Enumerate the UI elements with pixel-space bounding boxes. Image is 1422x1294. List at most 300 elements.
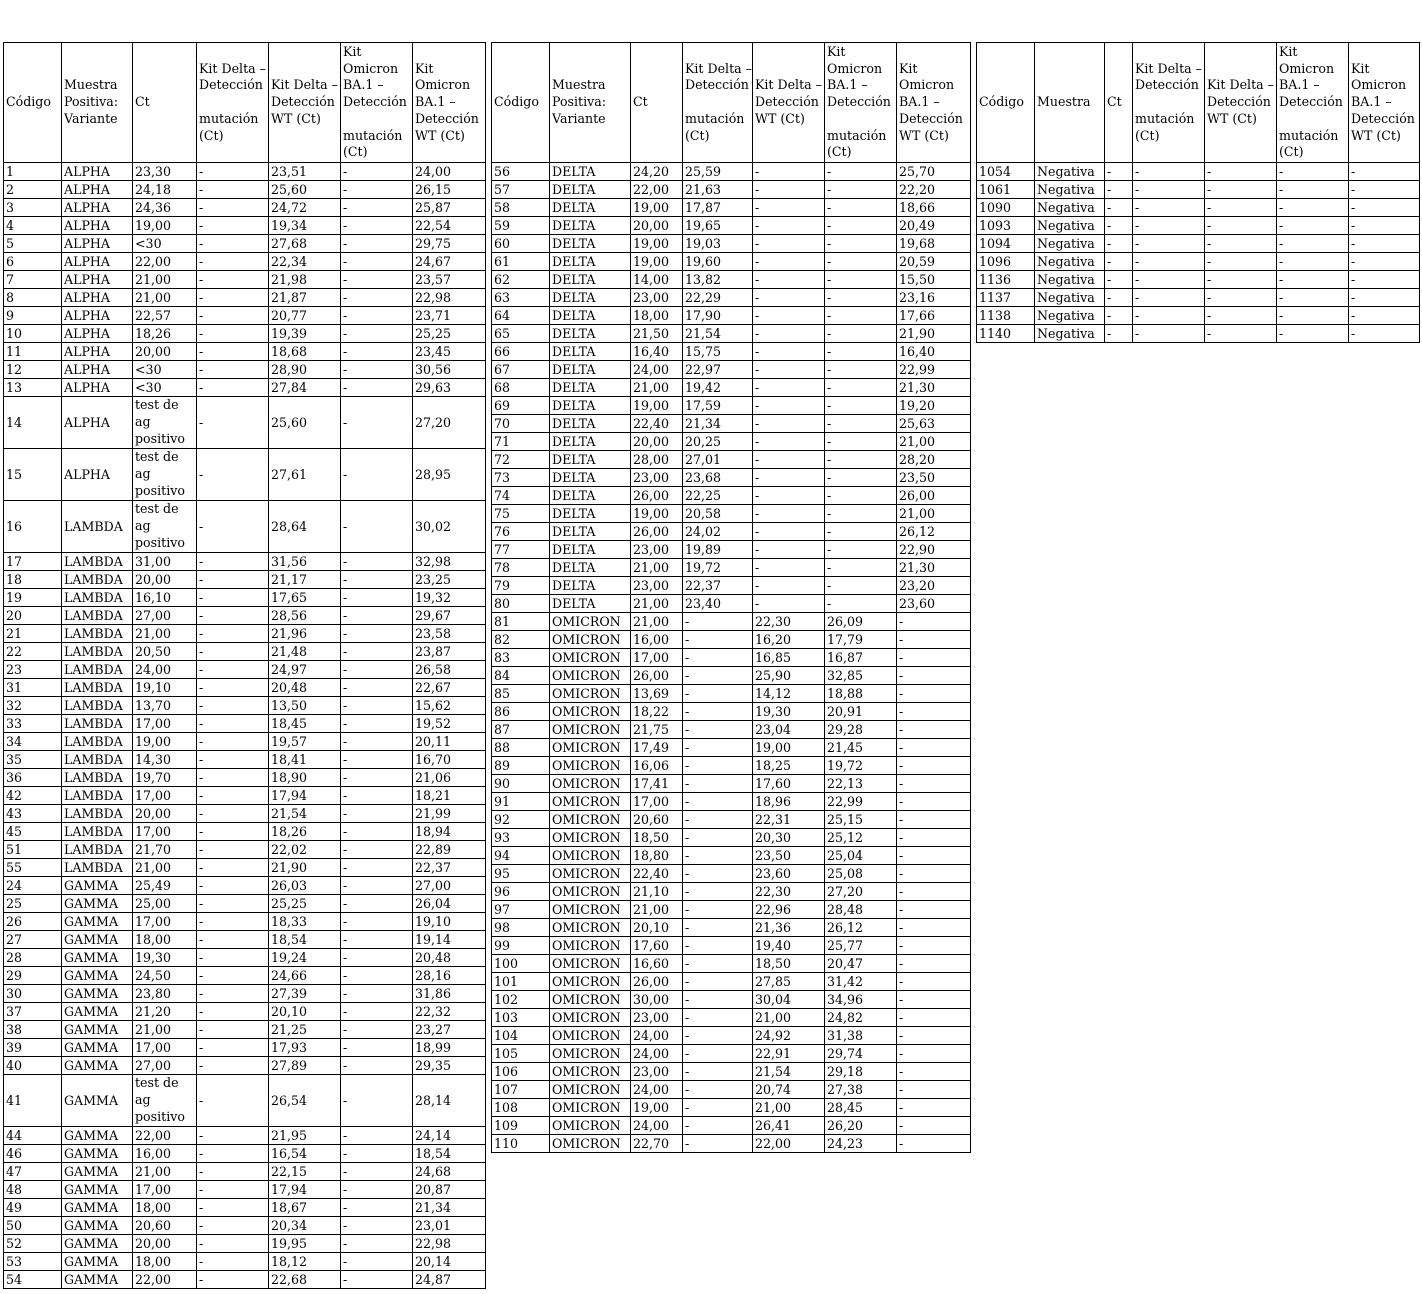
cell-muestra: LAMBDA xyxy=(62,661,133,679)
cell-ct: 18,00 xyxy=(631,307,683,325)
cell-codigo: 44 xyxy=(4,1127,62,1145)
cell-ct: 24,00 xyxy=(631,1081,683,1099)
cell-kit-omicron-mutacion: - xyxy=(341,199,413,217)
cell-muestra: DELTA xyxy=(550,307,631,325)
table-row xyxy=(4,625,486,643)
cell-kit-omicron-mutacion: - xyxy=(825,559,897,577)
cell-kit-omicron-mutacion: - xyxy=(341,501,413,553)
cell-kit-delta-mutacion: 19,60 xyxy=(683,253,753,271)
cell-ct: 23,80 xyxy=(133,985,197,1003)
cell-muestra: DELTA xyxy=(550,271,631,289)
cell-ct: 21,00 xyxy=(133,1163,197,1181)
cell-kit-omicron-mutacion: - xyxy=(341,895,413,913)
cell-kit-delta-wt: - xyxy=(753,271,825,289)
table-row xyxy=(4,787,486,805)
cell-ct: 27,00 xyxy=(133,607,197,625)
cell-kit-delta-wt: - xyxy=(753,397,825,415)
cell-muestra: ALPHA xyxy=(62,235,133,253)
cell-kit-delta-wt: 26,54 xyxy=(269,1075,341,1127)
cell-codigo: 8 xyxy=(4,289,62,307)
cell-codigo: 9 xyxy=(4,307,62,325)
cell-ct: 19,00 xyxy=(133,733,197,751)
cell-ct: 22,40 xyxy=(631,415,683,433)
cell-muestra: DELTA xyxy=(550,469,631,487)
cell-kit-delta-mutacion: - xyxy=(1133,181,1205,199)
table-row xyxy=(4,1075,486,1127)
cell-kit-delta-mutacion: - xyxy=(197,361,269,379)
cell-kit-delta-mutacion: - xyxy=(197,1057,269,1075)
cell-kit-delta-mutacion: - xyxy=(683,991,753,1009)
cell-muestra: DELTA xyxy=(550,217,631,235)
header-kit-omicron-wt: Kit Omicron BA.1 – Detección WT (Ct) xyxy=(1349,43,1420,163)
cell-kit-omicron-wt: 29,67 xyxy=(413,607,486,625)
cell-kit-delta-wt: 23,51 xyxy=(269,163,341,181)
cell-kit-omicron-mutacion: - xyxy=(341,769,413,787)
cell-kit-omicron-mutacion: - xyxy=(341,805,413,823)
header-kit-omicron-mutacion: Kit Omicron BA.1 – Detección mutación (Ct) xyxy=(341,43,413,163)
cell-kit-omicron-mutacion: - xyxy=(341,841,413,859)
cell-ct: 19,00 xyxy=(631,397,683,415)
cell-muestra: OMICRON xyxy=(550,1045,631,1063)
cell-ct: 30,00 xyxy=(631,991,683,1009)
table-row xyxy=(492,307,971,325)
cell-kit-delta-wt: 17,60 xyxy=(753,775,825,793)
cell-ct: 17,49 xyxy=(631,739,683,757)
cell-ct: 16,00 xyxy=(631,631,683,649)
cell-kit-delta-mutacion: - xyxy=(683,1135,753,1153)
table-row xyxy=(492,1135,971,1153)
cell-kit-omicron-mutacion: - xyxy=(341,1181,413,1199)
cell-kit-delta-mutacion: 19,65 xyxy=(683,217,753,235)
cell-muestra: LAMBDA xyxy=(62,733,133,751)
cell-kit-delta-mutacion: - xyxy=(197,967,269,985)
cell-ct: test de ag positivo xyxy=(133,501,197,553)
cell-muestra: OMICRON xyxy=(550,649,631,667)
cell-kit-delta-wt: - xyxy=(753,559,825,577)
table-row xyxy=(977,181,1420,199)
cell-ct: 20,60 xyxy=(631,811,683,829)
cell-codigo: 1138 xyxy=(977,307,1035,325)
cell-kit-omicron-wt: - xyxy=(897,847,971,865)
cell-kit-delta-mutacion: - xyxy=(683,883,753,901)
cell-kit-delta-wt: 30,04 xyxy=(753,991,825,1009)
cell-kit-omicron-wt: - xyxy=(1349,325,1420,343)
table-row xyxy=(977,307,1420,325)
cell-ct: - xyxy=(1105,271,1133,289)
cell-kit-delta-mutacion: - xyxy=(197,307,269,325)
cell-codigo: 109 xyxy=(492,1117,550,1135)
cell-kit-omicron-mutacion: - xyxy=(825,595,897,613)
table-row xyxy=(4,289,486,307)
cell-kit-delta-mutacion: - xyxy=(197,877,269,895)
cell-codigo: 98 xyxy=(492,919,550,937)
cell-muestra: ALPHA xyxy=(62,289,133,307)
table-row xyxy=(492,181,971,199)
cell-kit-omicron-wt: - xyxy=(897,955,971,973)
cell-kit-delta-mutacion: - xyxy=(197,1075,269,1127)
cell-ct: test de ag positivo xyxy=(133,397,197,449)
header-row xyxy=(977,43,1420,163)
cell-codigo: 104 xyxy=(492,1027,550,1045)
cell-kit-omicron-wt: 30,56 xyxy=(413,361,486,379)
cell-kit-delta-mutacion: - xyxy=(197,501,269,553)
cell-kit-omicron-mutacion: - xyxy=(341,967,413,985)
cell-ct: 20,00 xyxy=(631,217,683,235)
cell-kit-delta-wt: 21,25 xyxy=(269,1021,341,1039)
cell-kit-omicron-wt: 19,14 xyxy=(413,931,486,949)
cell-kit-delta-mutacion: - xyxy=(197,1021,269,1039)
cell-muestra: OMICRON xyxy=(550,901,631,919)
cell-muestra: Negativa xyxy=(1035,217,1105,235)
cell-kit-omicron-wt: 24,00 xyxy=(413,163,486,181)
table-row xyxy=(492,1117,971,1135)
table-row xyxy=(4,217,486,235)
cell-ct: 13,70 xyxy=(133,697,197,715)
cell-kit-omicron-mutacion: - xyxy=(341,553,413,571)
cell-ct: 21,00 xyxy=(631,559,683,577)
cell-ct: 20,10 xyxy=(631,919,683,937)
cell-ct: 19,70 xyxy=(133,769,197,787)
cell-ct: 24,00 xyxy=(631,1027,683,1045)
cell-kit-delta-wt: 21,90 xyxy=(269,859,341,877)
cell-kit-delta-wt: 17,94 xyxy=(269,1181,341,1199)
cell-codigo: 103 xyxy=(492,1009,550,1027)
cell-codigo: 105 xyxy=(492,1045,550,1063)
cell-kit-omicron-mutacion: 31,42 xyxy=(825,973,897,991)
cell-kit-delta-mutacion: - xyxy=(197,787,269,805)
cell-codigo: 1054 xyxy=(977,163,1035,181)
cell-muestra: GAMMA xyxy=(62,1271,133,1289)
cell-kit-delta-wt: 20,30 xyxy=(753,829,825,847)
table-row xyxy=(4,379,486,397)
cell-kit-omicron-wt: - xyxy=(1349,217,1420,235)
cell-codigo: 78 xyxy=(492,559,550,577)
cell-muestra: GAMMA xyxy=(62,1003,133,1021)
cell-kit-omicron-wt: 23,27 xyxy=(413,1021,486,1039)
cell-kit-omicron-wt: 26,04 xyxy=(413,895,486,913)
cell-muestra: LAMBDA xyxy=(62,607,133,625)
table-row xyxy=(4,1181,486,1199)
cell-kit-omicron-mutacion: - xyxy=(1277,217,1349,235)
cell-codigo: 1140 xyxy=(977,325,1035,343)
cell-ct: 24,00 xyxy=(631,1045,683,1063)
cell-ct: 19,00 xyxy=(631,199,683,217)
cell-kit-delta-wt: 22,34 xyxy=(269,253,341,271)
table-row xyxy=(4,307,486,325)
cell-kit-omicron-wt: 22,67 xyxy=(413,679,486,697)
cell-ct: 18,80 xyxy=(631,847,683,865)
cell-kit-omicron-wt: 28,95 xyxy=(413,449,486,501)
cell-kit-omicron-wt: 27,20 xyxy=(413,397,486,449)
cell-ct: 18,00 xyxy=(133,931,197,949)
cell-kit-delta-wt: - xyxy=(753,541,825,559)
table-row xyxy=(492,613,971,631)
cell-kit-omicron-wt: - xyxy=(897,613,971,631)
cell-muestra: OMICRON xyxy=(550,1063,631,1081)
cell-kit-omicron-wt: 22,98 xyxy=(413,289,486,307)
cell-kit-omicron-mutacion: - xyxy=(341,661,413,679)
table-row xyxy=(492,631,971,649)
cell-kit-delta-mutacion: 17,87 xyxy=(683,199,753,217)
cell-kit-omicron-mutacion: - xyxy=(341,571,413,589)
cell-kit-omicron-mutacion: 34,96 xyxy=(825,991,897,1009)
cell-ct: - xyxy=(1105,307,1133,325)
cell-kit-omicron-wt: - xyxy=(897,793,971,811)
cell-codigo: 45 xyxy=(4,823,62,841)
cell-codigo: 23 xyxy=(4,661,62,679)
header-codigo: Código xyxy=(492,43,550,163)
header-row xyxy=(4,43,486,163)
cell-kit-delta-wt: 24,92 xyxy=(753,1027,825,1045)
cell-ct: 21,00 xyxy=(631,595,683,613)
cell-kit-omicron-wt: 23,60 xyxy=(897,595,971,613)
cell-kit-delta-mutacion: - xyxy=(197,1003,269,1021)
cell-kit-delta-wt: - xyxy=(1205,289,1277,307)
cell-kit-omicron-wt: 18,99 xyxy=(413,1039,486,1057)
header-row xyxy=(492,43,971,163)
cell-kit-omicron-mutacion: - xyxy=(1277,253,1349,271)
table-row xyxy=(492,649,971,667)
cell-kit-delta-wt: - xyxy=(753,289,825,307)
cell-kit-omicron-wt: 20,59 xyxy=(897,253,971,271)
cell-ct: 22,00 xyxy=(133,1271,197,1289)
cell-kit-delta-wt: 21,00 xyxy=(753,1099,825,1117)
table-row xyxy=(492,703,971,721)
cell-kit-omicron-wt: - xyxy=(897,757,971,775)
cell-kit-delta-wt: 23,50 xyxy=(753,847,825,865)
cell-kit-omicron-mutacion: - xyxy=(825,541,897,559)
table-row xyxy=(492,559,971,577)
cell-muestra: GAMMA xyxy=(62,931,133,949)
cell-kit-delta-wt: 21,17 xyxy=(269,571,341,589)
cell-muestra: DELTA xyxy=(550,523,631,541)
cell-muestra: OMICRON xyxy=(550,703,631,721)
cell-kit-omicron-mutacion: 29,28 xyxy=(825,721,897,739)
results-table-delta-omicron xyxy=(491,42,971,1153)
cell-kit-delta-mutacion: 13,82 xyxy=(683,271,753,289)
cell-muestra: OMICRON xyxy=(550,1027,631,1045)
cell-kit-omicron-mutacion: 24,23 xyxy=(825,1135,897,1153)
cell-muestra: LAMBDA xyxy=(62,769,133,787)
cell-kit-delta-mutacion: - xyxy=(197,661,269,679)
cell-muestra: OMICRON xyxy=(550,829,631,847)
cell-codigo: 81 xyxy=(492,613,550,631)
table-row xyxy=(4,271,486,289)
cell-kit-omicron-wt: - xyxy=(897,1045,971,1063)
cell-kit-delta-mutacion: - xyxy=(197,679,269,697)
cell-kit-delta-wt: 22,30 xyxy=(753,883,825,901)
cell-kit-omicron-mutacion: 21,45 xyxy=(825,739,897,757)
table-row xyxy=(4,643,486,661)
cell-ct: 19,10 xyxy=(133,679,197,697)
cell-ct: 16,40 xyxy=(631,343,683,361)
cell-kit-delta-wt: 21,36 xyxy=(753,919,825,937)
cell-ct: 23,30 xyxy=(133,163,197,181)
cell-kit-delta-mutacion: 19,03 xyxy=(683,235,753,253)
table-row xyxy=(492,1099,971,1117)
cell-kit-omicron-mutacion: - xyxy=(1277,181,1349,199)
cell-kit-omicron-mutacion: - xyxy=(825,163,897,181)
cell-muestra: OMICRON xyxy=(550,739,631,757)
cell-kit-omicron-wt: 23,58 xyxy=(413,625,486,643)
cell-codigo: 58 xyxy=(492,199,550,217)
cell-kit-omicron-wt: 30,02 xyxy=(413,501,486,553)
cell-muestra: ALPHA xyxy=(62,379,133,397)
cell-kit-omicron-wt: 29,75 xyxy=(413,235,486,253)
cell-kit-omicron-mutacion: - xyxy=(341,1217,413,1235)
table-row xyxy=(492,829,971,847)
cell-kit-delta-mutacion: - xyxy=(197,253,269,271)
cell-ct: 21,00 xyxy=(133,271,197,289)
cell-muestra: GAMMA xyxy=(62,1021,133,1039)
cell-kit-omicron-wt: - xyxy=(897,1027,971,1045)
cell-kit-delta-wt: 28,90 xyxy=(269,361,341,379)
cell-codigo: 69 xyxy=(492,397,550,415)
cell-kit-delta-mutacion: - xyxy=(197,823,269,841)
cell-kit-delta-mutacion: - xyxy=(1133,235,1205,253)
cell-kit-omicron-mutacion: 25,04 xyxy=(825,847,897,865)
table-row xyxy=(492,451,971,469)
results-table-alpha-lambda-gamma xyxy=(3,42,486,1289)
cell-kit-delta-mutacion: - xyxy=(1133,325,1205,343)
cell-ct: 21,00 xyxy=(133,289,197,307)
cell-codigo: 73 xyxy=(492,469,550,487)
cell-kit-omicron-mutacion: - xyxy=(341,397,413,449)
table-row xyxy=(4,607,486,625)
table-row xyxy=(4,1145,486,1163)
cell-kit-delta-mutacion: - xyxy=(683,793,753,811)
cell-codigo: 106 xyxy=(492,1063,550,1081)
cell-kit-omicron-wt: 18,66 xyxy=(897,199,971,217)
table-row xyxy=(492,487,971,505)
cell-codigo: 42 xyxy=(4,787,62,805)
cell-codigo: 18 xyxy=(4,571,62,589)
table-row xyxy=(4,235,486,253)
table-row xyxy=(4,913,486,931)
cell-ct: 17,00 xyxy=(133,913,197,931)
cell-kit-delta-mutacion: - xyxy=(683,901,753,919)
cell-codigo: 92 xyxy=(492,811,550,829)
table-row xyxy=(977,325,1420,343)
cell-codigo: 28 xyxy=(4,949,62,967)
cell-codigo: 41 xyxy=(4,1075,62,1127)
cell-ct: 20,60 xyxy=(133,1217,197,1235)
cell-kit-delta-wt: - xyxy=(753,523,825,541)
cell-codigo: 20 xyxy=(4,607,62,625)
cell-kit-delta-mutacion: - xyxy=(197,895,269,913)
cell-kit-omicron-wt: - xyxy=(1349,271,1420,289)
cell-kit-delta-mutacion: 21,34 xyxy=(683,415,753,433)
table-row xyxy=(977,163,1420,181)
cell-ct: 23,00 xyxy=(631,541,683,559)
cell-kit-omicron-wt: 23,20 xyxy=(897,577,971,595)
cell-kit-omicron-wt: 22,54 xyxy=(413,217,486,235)
cell-kit-delta-wt: 17,93 xyxy=(269,1039,341,1057)
table-row xyxy=(492,433,971,451)
cell-ct: 17,00 xyxy=(133,787,197,805)
cell-kit-delta-mutacion: - xyxy=(197,1199,269,1217)
table-row xyxy=(492,739,971,757)
cell-kit-delta-mutacion: 22,97 xyxy=(683,361,753,379)
cell-kit-delta-mutacion: - xyxy=(683,1063,753,1081)
table-row xyxy=(4,553,486,571)
cell-muestra: LAMBDA xyxy=(62,787,133,805)
cell-kit-delta-mutacion: - xyxy=(683,649,753,667)
table-row xyxy=(4,931,486,949)
cell-kit-delta-wt: 18,54 xyxy=(269,931,341,949)
cell-kit-delta-mutacion: - xyxy=(197,805,269,823)
cell-kit-delta-wt: 16,85 xyxy=(753,649,825,667)
table-row xyxy=(492,1063,971,1081)
cell-kit-delta-wt: 21,54 xyxy=(269,805,341,823)
cell-kit-omicron-wt: - xyxy=(897,901,971,919)
cell-codigo: 37 xyxy=(4,1003,62,1021)
header-muestra: Muestra Positiva: Variante xyxy=(550,43,631,163)
cell-kit-delta-wt: 18,50 xyxy=(753,955,825,973)
cell-kit-delta-wt: 22,02 xyxy=(269,841,341,859)
cell-kit-delta-mutacion: - xyxy=(197,217,269,235)
cell-kit-delta-mutacion: - xyxy=(197,607,269,625)
cell-muestra: OMICRON xyxy=(550,775,631,793)
cell-codigo: 25 xyxy=(4,895,62,913)
cell-kit-omicron-wt: 22,32 xyxy=(413,1003,486,1021)
cell-kit-delta-wt: - xyxy=(753,199,825,217)
cell-ct: 22,00 xyxy=(133,1127,197,1145)
cell-muestra: DELTA xyxy=(550,433,631,451)
cell-codigo: 70 xyxy=(492,415,550,433)
cell-kit-omicron-mutacion: - xyxy=(341,1163,413,1181)
cell-codigo: 83 xyxy=(492,649,550,667)
table-row xyxy=(977,289,1420,307)
cell-kit-delta-wt: - xyxy=(753,361,825,379)
cell-kit-delta-wt: - xyxy=(753,235,825,253)
cell-kit-delta-mutacion: - xyxy=(197,949,269,967)
cell-kit-delta-wt: 19,24 xyxy=(269,949,341,967)
cell-ct: 26,00 xyxy=(631,973,683,991)
cell-kit-omicron-mutacion: - xyxy=(1277,271,1349,289)
cell-kit-omicron-wt: 23,45 xyxy=(413,343,486,361)
cell-codigo: 87 xyxy=(492,721,550,739)
cell-kit-delta-mutacion: - xyxy=(1133,199,1205,217)
cell-kit-delta-mutacion: 25,59 xyxy=(683,163,753,181)
cell-kit-omicron-wt: - xyxy=(897,991,971,1009)
cell-kit-omicron-wt: - xyxy=(897,973,971,991)
cell-kit-delta-mutacion: 21,63 xyxy=(683,181,753,199)
cell-kit-delta-wt: 18,33 xyxy=(269,913,341,931)
table-row xyxy=(492,1009,971,1027)
cell-kit-omicron-wt: - xyxy=(1349,253,1420,271)
cell-kit-delta-mutacion: - xyxy=(197,643,269,661)
cell-ct: 14,00 xyxy=(631,271,683,289)
table-row xyxy=(492,775,971,793)
cell-kit-omicron-wt: - xyxy=(897,1009,971,1027)
table-row xyxy=(492,541,971,559)
cell-ct: 25,00 xyxy=(133,895,197,913)
cell-kit-omicron-wt: 26,58 xyxy=(413,661,486,679)
cell-kit-delta-wt: 24,97 xyxy=(269,661,341,679)
cell-muestra: LAMBDA xyxy=(62,823,133,841)
cell-ct: 25,49 xyxy=(133,877,197,895)
cell-kit-omicron-mutacion: - xyxy=(825,217,897,235)
cell-kit-omicron-wt: 28,16 xyxy=(413,967,486,985)
cell-kit-delta-mutacion: - xyxy=(683,1099,753,1117)
table-row xyxy=(492,919,971,937)
cell-kit-omicron-wt: - xyxy=(897,937,971,955)
cell-codigo: 91 xyxy=(492,793,550,811)
cell-muestra: GAMMA xyxy=(62,1145,133,1163)
cell-ct: 20,00 xyxy=(133,343,197,361)
cell-codigo: 19 xyxy=(4,589,62,607)
